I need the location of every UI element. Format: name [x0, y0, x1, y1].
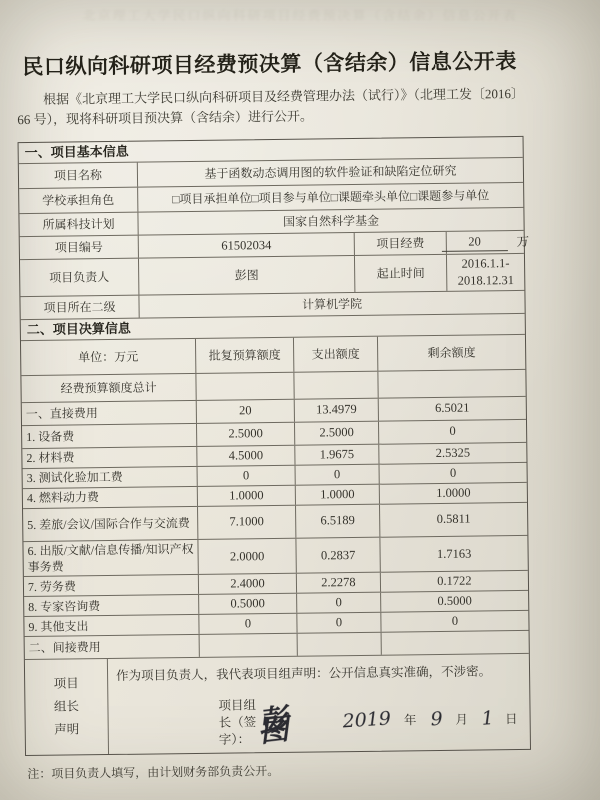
- budget-cell: 0.5000: [198, 594, 296, 614]
- budget-row-label: 3. 测试化验加工费: [26, 470, 123, 486]
- budget-cell: [199, 634, 297, 657]
- section-basic-info-header: 一、项目基本信息: [24, 143, 129, 161]
- budget-cell: 2.4000: [198, 574, 296, 594]
- budget-cell: 20: [196, 400, 294, 423]
- budget-cell: 0: [379, 463, 527, 484]
- budget-row-label: 8. 专家咨询费: [28, 598, 101, 614]
- budget-cell: 6.5189: [295, 504, 379, 537]
- budget-col-approved: 批复预算额度: [195, 338, 293, 373]
- budget-col-spent: 支出额度: [293, 336, 377, 371]
- budget-cell: 0: [198, 614, 296, 634]
- budget-cell: 1.9675: [294, 444, 378, 464]
- school-role-checkboxes: □项目承担单位□项目参与单位□课题牵头单位□课题参与单位: [137, 183, 523, 212]
- month-char: 月: [455, 712, 469, 727]
- budget-cell: 2.5000: [196, 422, 294, 445]
- project-number-value: 61502034: [138, 233, 354, 258]
- budget-row-label: 经费预算额度总计: [60, 380, 157, 396]
- budget-cell: 2.5000: [294, 421, 378, 444]
- footer-note: 注：项目负责人填写，由计划财务部负责公开。: [27, 763, 280, 781]
- pi-value: 彭图: [138, 256, 354, 294]
- budget-cell: 0: [380, 611, 528, 632]
- page-bleedthrough-text: 北京理工大学民口纵向科研项目经费预决算（含结余）信息公开表: [82, 8, 518, 23]
- budget-row-label: 7. 劳务费: [27, 578, 77, 594]
- budget-cell: 0: [295, 464, 379, 484]
- disclosure-form: [16, 47, 531, 782]
- budget-row-label: 9. 其他支出: [28, 618, 89, 634]
- budget-row-label: 二、间接费用: [28, 640, 101, 656]
- school-role-label: 学校承担角色: [42, 192, 115, 208]
- period-label: 起止时间: [354, 255, 446, 292]
- declaration-label: [25, 659, 108, 754]
- budget-cell: 0: [378, 420, 526, 444]
- budget-cell: 2.0000: [197, 538, 295, 574]
- budget-row-publication-ip: [23, 535, 527, 577]
- budget-cell: [195, 373, 293, 400]
- budget-header-row: [21, 334, 525, 375]
- budget-cell: 0.5000: [380, 591, 528, 612]
- form-title: 民口纵向科研项目经费预决算（含结余）信息公开表: [22, 49, 517, 80]
- dept-value: 计算机学院: [138, 291, 524, 318]
- project-name-label: 项目名称: [53, 167, 103, 183]
- budget-cell: 0: [197, 465, 295, 485]
- declaration-body: [107, 654, 530, 754]
- budget-cell: 4.5000: [196, 445, 294, 465]
- budget-cell: 2.5325: [378, 443, 526, 464]
- period-value: 2016.1.1-2018.12.31: [446, 254, 524, 291]
- declaration-label-line: 组长: [53, 699, 80, 714]
- budget-cell: [297, 633, 381, 656]
- declaration-statement: 作为项目负责人，我代表项目组声明：公开信息真实准确，不涉密。: [115, 664, 492, 684]
- funding-cell: [446, 231, 530, 254]
- handwritten-year: 2019: [341, 707, 392, 733]
- budget-row-label: 2. 材料费: [26, 450, 75, 466]
- budget-cell: [377, 370, 525, 398]
- signature-label: 项目组长（签字）：: [218, 698, 257, 747]
- budget-row-label: 5. 差旅/会议/国际合作与交流费: [27, 515, 190, 532]
- budget-row-travel-conference: [23, 502, 527, 541]
- declaration-row: [25, 653, 530, 755]
- funding-label: 项目经费: [354, 232, 446, 255]
- intro-paragraph: 根据《北京理工大学民口纵向科研项目及经费管理办法（试行）》（北理工发〔2016〕66 号），现将科研项目预决算（含结余）进行公开。: [17, 85, 518, 127]
- budget-row-label: 一、直接费用: [25, 405, 98, 421]
- program-value: 国家自然科学基金: [137, 208, 523, 235]
- project-name-value: 基于函数动态调用图的软件验证和缺陷定位研究: [137, 158, 523, 187]
- declaration-label-line: 项目: [53, 676, 79, 691]
- budget-cell: 0: [296, 593, 380, 613]
- budget-row-label: 4. 燃料动力费: [26, 490, 99, 506]
- declaration-label-line: 声明: [54, 722, 80, 737]
- handwritten-month: 9: [429, 708, 444, 731]
- year-char: 年: [403, 713, 417, 728]
- dept-label: 项目所在二级: [43, 299, 116, 315]
- budget-cell: 1.0000: [197, 485, 295, 505]
- signature-line: [116, 694, 522, 750]
- budget-cell: [293, 371, 377, 398]
- pi-label: 项目负责人: [49, 269, 110, 285]
- funding-unit: 万: [516, 234, 530, 249]
- budget-cell: [381, 631, 529, 655]
- budget-col-unit: 单位：万元: [78, 349, 139, 365]
- budget-cell: 0: [296, 613, 380, 633]
- program-label: 所属科技计划: [42, 216, 115, 232]
- funding-amount: 20: [441, 233, 507, 253]
- form-table: [18, 136, 531, 756]
- day-char: 日: [505, 711, 518, 727]
- table-row: [20, 253, 524, 296]
- budget-cell: 0.1722: [380, 571, 528, 592]
- budget-cell: 13.4979: [294, 398, 378, 421]
- budget-cell: 1.0000: [295, 484, 379, 504]
- budget-cell: 7.1000: [197, 505, 295, 538]
- budget-cell: 2.2278: [296, 573, 380, 593]
- budget-cell: 1.7163: [379, 536, 527, 572]
- budget-cell: 6.5021: [378, 397, 526, 421]
- section-budget-header: 二、项目决算信息: [26, 320, 131, 337]
- budget-cell: 0.5811: [379, 503, 527, 537]
- budget-row-label: 6. 出版/文献/信息传播/知识产权事务费: [27, 541, 194, 574]
- budget-cell: 1.0000: [379, 483, 527, 504]
- budget-row-label: 1. 设备费: [26, 429, 75, 444]
- budget-cell: 0.2837: [295, 537, 379, 572]
- handwritten-signature: 彭图: [256, 701, 294, 750]
- project-number-label: 项目编号: [54, 239, 103, 255]
- handwritten-day: 1: [481, 707, 495, 731]
- budget-col-remaining: 剩余额度: [377, 335, 525, 371]
